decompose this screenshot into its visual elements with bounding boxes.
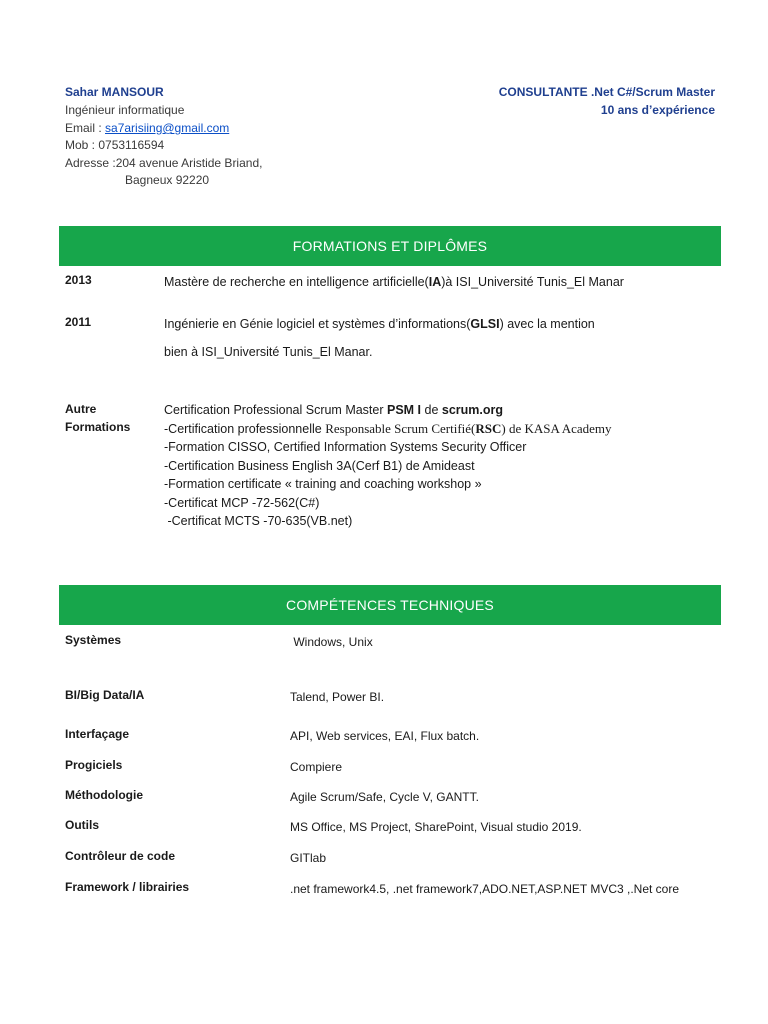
- skill-value: GITlab: [290, 851, 327, 865]
- formation-school: )à ISI_Université Tunis_El Manar: [441, 275, 624, 289]
- skill-value: .net framework4.5, .net framework7,ADO.NET,ASP.NET MVC3 ,.Net core: [290, 882, 680, 896]
- email-link[interactable]: sa7arisiing@gmail.com: [105, 121, 230, 135]
- email-label: Email :: [65, 121, 106, 135]
- candidate-title: Ingénieur informatique: [65, 103, 185, 117]
- skill-row-interfacage: [65, 727, 725, 747]
- skill-label: Framework / librairies: [65, 880, 190, 894]
- formation-degree-abbr: IA: [428, 275, 442, 289]
- experience-years: 10 ans d’expérience: [600, 103, 715, 117]
- competences-heading: COMPÉTENCES TECHNIQUES: [59, 585, 721, 625]
- skill-value: Agile Scrum/Safe, Cycle V, GANTT.: [290, 790, 479, 804]
- skill-value: MS Office, MS Project, SharePoint, Visual studio 2019.: [290, 820, 582, 834]
- cert-rsc: [164, 420, 612, 439]
- cert-text: ) de KASA Academy: [501, 420, 612, 436]
- formation-text: Ingénierie en Génie logiciel et systèmes d’informations(: [164, 317, 471, 331]
- skill-value: Windows, Unix: [290, 635, 373, 649]
- formation-year-2011: 2011: [65, 315, 92, 329]
- cert-text: Certification Professional Scrum Master: [164, 403, 387, 417]
- skill-label: BI/Big Data/IA: [65, 688, 145, 702]
- formation-text: Mastère de recherche en intelligence artificielle(: [164, 275, 429, 289]
- skill-label: Méthodologie: [65, 788, 143, 802]
- cert-text: Responsable Scrum Certifié(: [325, 420, 476, 436]
- cert-abbr: PSM I: [387, 403, 422, 417]
- address-line-1: Adresse :204 avenue Aristide Briand,: [65, 156, 263, 170]
- skill-row-progiciels: [65, 758, 725, 778]
- formation-year-2013: 2013: [65, 273, 92, 287]
- skill-value: API, Web services, EAI, Flux batch.: [290, 729, 480, 743]
- skill-row-methodologie: [65, 788, 725, 808]
- formation-entry-2011-line2: bien à ISI_Université Tunis_El Manar.: [164, 345, 373, 359]
- autre-formations-label: [65, 400, 130, 436]
- skill-value: Compiere: [290, 760, 343, 774]
- cert-psm: [164, 401, 612, 420]
- skill-label: Contrôleur de code: [65, 849, 176, 863]
- skill-row-outils: [65, 818, 725, 838]
- cert-text: -Certification professionnelle: [164, 421, 326, 436]
- address-line-2: Bagneux 92220: [125, 173, 210, 187]
- skill-label: Outils: [65, 818, 100, 832]
- skill-label: Systèmes: [65, 633, 122, 647]
- skill-label: Interfaçage: [65, 727, 130, 741]
- formation-entry-2013: [164, 273, 624, 292]
- certifications-list: [164, 401, 612, 531]
- formation-degree-abbr: GLSI: [470, 317, 500, 331]
- cert-item: -Certificat MCP -72-562(C#): [164, 495, 320, 510]
- email-line: [65, 119, 229, 137]
- phone-line: Mob : 0753116594: [65, 138, 165, 152]
- skill-row-controleur: [65, 849, 725, 869]
- cert-item: -Formation CISSO, Certified Information Systems Security Officer: [164, 440, 527, 454]
- cert-item: -Formation certificate « training and coaching workshop »: [164, 477, 482, 491]
- formation-mention: ) avec la mention: [499, 317, 595, 331]
- cert-text: de: [421, 403, 442, 417]
- cert-abbr: RSC: [475, 420, 502, 436]
- skill-value: Talend, Power BI.: [290, 690, 385, 704]
- autre-label-line2: Formations: [65, 420, 131, 434]
- formations-heading: FORMATIONS ET DIPLÔMES: [59, 226, 721, 266]
- autre-label-line1: Autre: [65, 402, 97, 416]
- skill-label: Progiciels: [65, 758, 123, 772]
- job-role: CONSULTANTE .Net C#/Scrum Master: [498, 85, 715, 99]
- skill-row-systemes: [65, 633, 725, 653]
- candidate-name: Sahar MANSOUR: [65, 85, 164, 99]
- cert-item: -Certificat MCTS -70-635(VB.net): [164, 514, 353, 528]
- cert-org: scrum.org: [441, 403, 504, 417]
- formation-entry-2011: [164, 315, 595, 334]
- skill-row-framework: [65, 880, 725, 920]
- skill-row-bi: [65, 688, 725, 708]
- cert-item: -Certification Business English 3A(Cerf B1) de Amideast: [164, 458, 475, 473]
